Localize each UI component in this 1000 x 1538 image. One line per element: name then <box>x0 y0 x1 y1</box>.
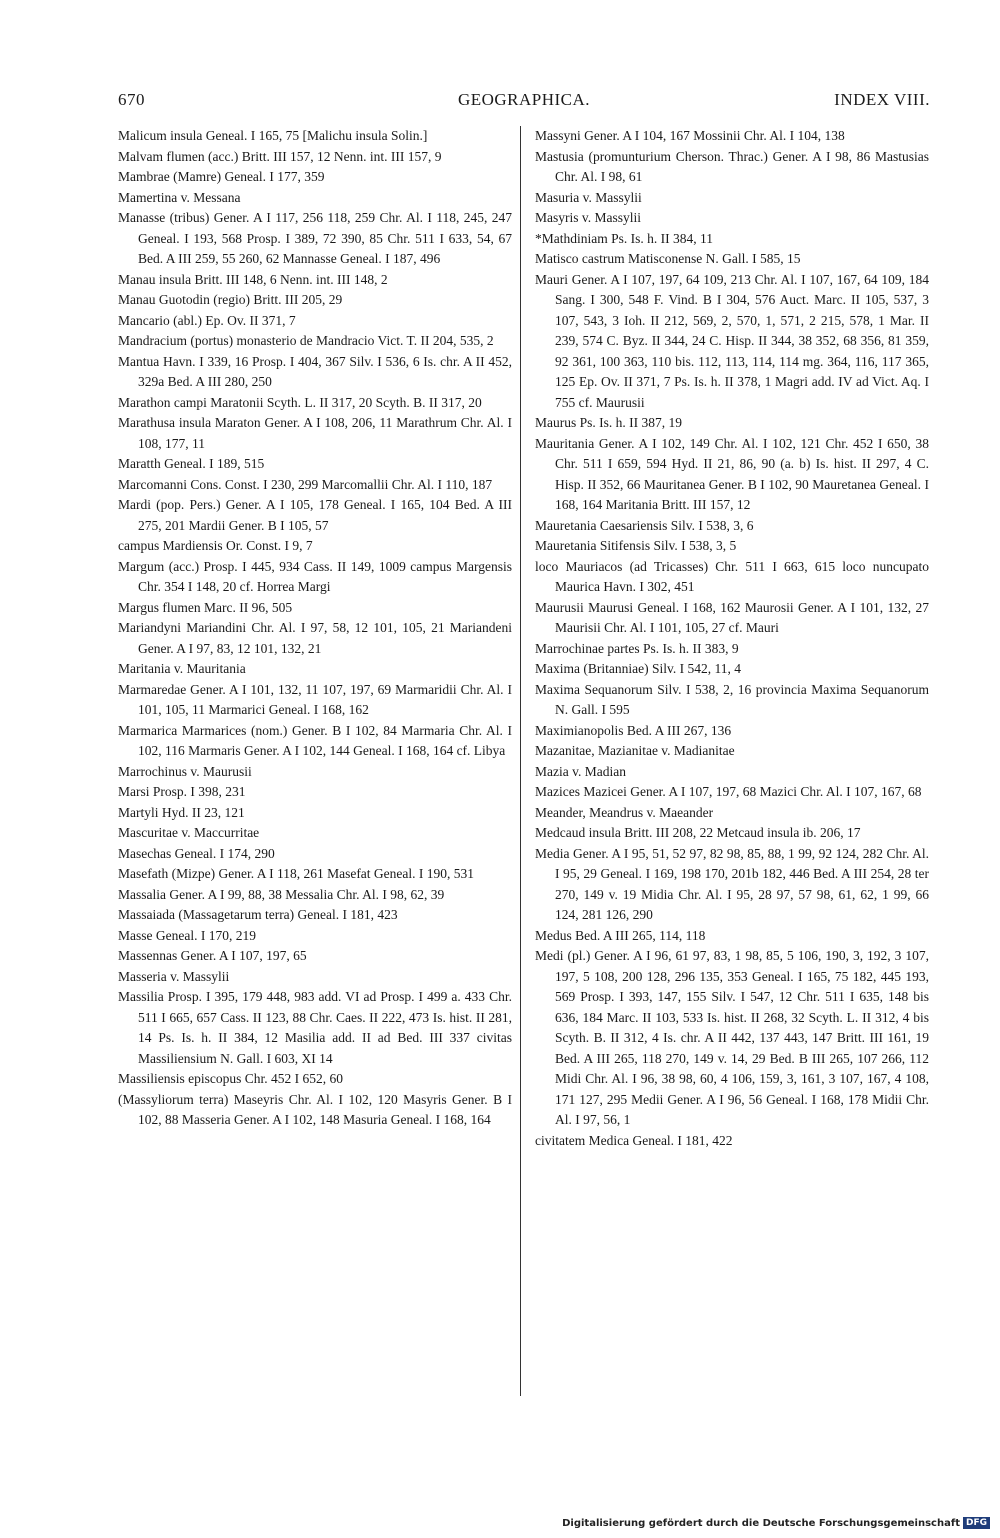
index-entry: Maxima Sequanorum Silv. I 538, 2, 16 provincia Maxima Sequanorum N. Gall. I 595 <box>535 681 929 717</box>
index-entry: Masseria v. Massylii <box>118 968 230 984</box>
index-entry: loco Mauriacos (ad Tricasses) Chr. 511 I 663, 615 loco nuncupato Maurica Havn. I 302, 451 <box>535 558 929 594</box>
index-entry: Margus flumen Marc. II 96, 505 <box>118 599 293 615</box>
index-entry: Mambrae (Mamre) Geneal. I 177, 359 <box>118 169 325 184</box>
index-entry: Mazices Mazicei Gener. A I 107, 197, 68 Mazici Chr. Al. I 107, 167, 68 <box>535 784 922 799</box>
index-entry: Massyni Gener. A I 104, 167 Mossinii Chr. Al. I 104, 138 <box>535 128 845 143</box>
index-entry: Marcomanni Cons. Const. I 230, 299 Marcomallii Chr. Al. I 110, 187 <box>118 476 493 492</box>
index-entry: Mauri Gener. A I 107, 197, 64 109, 213 Chr. Al. I 107, 167, 64 109, 184 Sang. I 300, 548 F. Vind. B I 304, 576 Auct. Marc. II 105, 537, 3 107, 543, 3 Ioh. II 212, 569, 2, 570, 1, 571, 2 215, 578, 1 Mar. II 239, 574 C. Byz. II 344, 24 C. Hisp. II 344, 38 352, 68 356, 81 359, 92 361, 100 363, 110 bis. 112, 113, 114, 114 mg. 364, 116, 117 365, 125 Ep. Ov. II 371, 7 Ps. Is. h. II 378, 1 Magri add. IV ad Vict. Aq. I 755 cf. Maurusii <box>535 271 929 410</box>
index-entry: Media Gener. A I 95, 51, 52 97, 82 98, 85, 88, 1 99, 92 124, 282 Chr. Al. I 95, 29 Geneal. I 169, 198 170, 201b 182, 446 Bed. A III 254, 28 ter 270, 149 v. 19 Midia Chr. Al. I 95, 28 97, 57 98, 61, 62, 1 99, 66 124, 281 126, 290 <box>535 845 929 922</box>
right-column <box>535 126 929 1151</box>
index-entry: Marsi Prosp. I 398, 231 <box>118 784 246 799</box>
index-entry: Maxima (Britanniae) Silv. I 542, 11, 4 <box>535 661 741 676</box>
index-entry: Maritania v. Mauritania <box>118 661 246 676</box>
index-entry: Margum (acc.) Prosp. I 445, 934 Cass. II 149, 1009 campus Margensis Chr. 354 I 148, 20 cf. Horrea Margi <box>118 558 512 594</box>
index-entry: Masechas Geneal. I 174, 290 <box>118 845 275 861</box>
index-entry: Medcaud insula Britt. III 208, 22 Metcaud insula ib. 206, 17 <box>535 825 861 840</box>
index-entry: Maratth Geneal. I 189, 515 <box>118 456 265 471</box>
index-entry: Manasse (tribus) Gener. A I 117, 256 118, 259 Chr. Al. I 118, 245, 247 Geneal. I 193, 568 Prosp. I 389, 72 390, 85 Chr. 511 I 633, 54, 67 Bed. A III 259, 55 260, 62 Mannasse Geneal. I 187, 496 <box>118 210 512 266</box>
index-entry: *Mathdiniam Ps. Is. h. II 384, 11 <box>535 230 713 246</box>
index-entry: Mariandyni Mariandini Chr. Al. I 97, 58, 12 101, 105, 21 Mariandeni Gener. A I 97, 83, 12 101, 132, 21 <box>118 620 512 656</box>
index-entry: Mazanitae, Mazianitae v. Madianitae <box>535 743 735 758</box>
index-entry: Martyli Hyd. II 23, 121 <box>118 804 245 820</box>
index-label: INDEX VIII. <box>834 90 930 109</box>
index-entry: Mardi (pop. Pers.) Gener. A I 105, 178 Geneal. I 165, 104 Bed. A III 275, 201 Mardii Gener. B I 105, 57 <box>118 497 512 533</box>
index-entry: Marathon campi Maratonii Scyth. L. II 317, 20 Scyth. B. II 317, 20 <box>118 394 482 410</box>
index-entry: Mascuritae v. Maccurritae <box>118 825 260 840</box>
index-entry: Massaiada (Massagetarum terra) Geneal. I 181, 423 <box>118 907 398 922</box>
index-entry: Manau Guotodin (regio) Britt. III 205, 29 <box>118 292 343 307</box>
index-entry: Massiliensis episcopus Chr. 452 I 652, 60 <box>118 1071 343 1086</box>
index-entry: Maurusii Maurusi Geneal. I 168, 162 Maurosii Gener. A I 101, 132, 27 Maurisii Chr. Al. I 101, 105, 27 cf. Mauri <box>535 599 929 635</box>
page-header <box>118 90 930 116</box>
index-entry: Mauretania Sitifensis Silv. I 538, 3, 5 <box>535 538 737 553</box>
index-entry: Matisco castrum Matisconense N. Gall. I 585, 15 <box>535 251 801 266</box>
footer-credit <box>562 1516 990 1530</box>
index-entry: Meander, Meandrus v. Maeander <box>535 804 714 820</box>
index-entry: Medi (pl.) Gener. A I 96, 61 97, 83, 1 98, 85, 5 106, 190, 3, 192, 3 107, 197, 5 108, 200 128, 296 135, 353 Geneal. I 165, 75 182, 445 193, 569 Prosp. I 393, 147, 155 Silv. I 547, 12 Chr. 511 I 635, 148 bis 636, 184 Marc. II 103, 533 Is. hist. II 268, 32 Scyth. L. II 312, 4 bis Scyth. B. II 312, 4 Is. chr. A II 442, 137 443, 147 Britt. III 161, 19 Bed. A III 265, 118 270, 149 v. 14, 29 Bed. B III 265, 107 266, 112 Midi Chr. Al. I 96, 38 98, 60, 4 106, 159, 3, 161, 3 107, 167, 4 108, 171 127, 295 Medii Gener. A I 96, 56 Geneal. I 168, 178 Midii Chr. Al. I 97, 56, 1 <box>535 948 929 1127</box>
index-entry: Mancario (abl.) Ep. Ov. II 371, 7 <box>118 312 296 328</box>
index-entry: Medus Bed. A III 265, 114, 118 <box>535 927 706 943</box>
index-entry: Massalia Gener. A I 99, 88, 38 Messalia Chr. Al. I 98, 62, 39 <box>118 886 445 902</box>
index-entry: Malicum insula Geneal. I 165, 75 [Malichu insula Solin.] <box>118 128 428 143</box>
index-entry: Maurus Ps. Is. h. II 387, 19 <box>535 415 682 430</box>
index-entry: Mazia v. Madian <box>535 763 626 779</box>
footer-credit-text: Digitalisierung gefördert durch die Deutsche Forschungsgemeinschaft <box>562 1517 960 1529</box>
index-entry: (Massyliorum terra) Maseyris Chr. Al. I 102, 120 Masyris Gener. B I 102, 88 Masseria Gener. A I 102, 148 Masuria Geneal. I 168, 164 <box>118 1091 512 1127</box>
index-entry: Mauritania Gener. A I 102, 149 Chr. Al. I 102, 121 Chr. 452 I 650, 38 Chr. 511 I 659, 594 Hyd. II 21, 86, 90 (a. b) Is. hist. II 297, 4 C. Hisp. II 352, 66 Mauritanea Gener. B I 102, 90 Mauretanea Geneal. I 168, 164 Maritania Britt. III 157, 12 <box>535 435 929 512</box>
index-entry: Massilia Prosp. I 395, 179 448, 983 add. VI ad Prosp. I 499 a. 433 Chr. 511 I 665, 657 Cass. II 123, 88 Chr. Caes. II 222, 473 Is. hist. II 281, 14 Ps. Is. h. II 384, 12 Masilia add. II ad Bed. III 337 civitas Massiliensium N. Gall. I 603, XI 14 <box>118 989 512 1066</box>
index-entry: Mantua Havn. I 339, 16 Prosp. I 404, 367 Silv. I 536, 6 Is. chr. A II 452, 329a Bed. A III 280, 250 <box>118 353 512 389</box>
dfg-logo: DFG <box>963 1517 990 1529</box>
index-entry: Marrochinus v. Maurusii <box>118 763 252 779</box>
column-divider <box>520 126 521 1396</box>
index-entry: Manau insula Britt. III 148, 6 Nenn. int. III 148, 2 <box>118 271 388 287</box>
index-entry: Masse Geneal. I 170, 219 <box>118 927 256 943</box>
index-entry: Marmaredae Gener. A I 101, 132, 11 107, 197, 69 Marmaridii Chr. Al. I 101, 105, 11 Marmarici Geneal. I 168, 162 <box>118 681 512 717</box>
index-entry: campus Mardiensis Or. Const. I 9, 7 <box>118 538 313 553</box>
left-column <box>118 126 512 1131</box>
page-number: 670 <box>118 90 145 109</box>
index-entry: Marrochinae partes Ps. Is. h. II 383, 9 <box>535 640 739 656</box>
index-entry: Marathusa insula Maraton Gener. A I 108, 206, 11 Marathrum Chr. Al. I 108, 177, 11 <box>118 415 512 451</box>
index-entry: Mamertina v. Messana <box>118 189 241 205</box>
index-entry: Mandracium (portus) monasterio de Mandracio Vict. T. II 204, 535, 2 <box>118 333 494 348</box>
index-entry: Masuria v. Massylii <box>535 189 642 205</box>
index-entry: Masyris v. Massylii <box>535 210 642 225</box>
index-entry: civitatem Medica Geneal. I 181, 422 <box>535 1132 733 1148</box>
index-entry: Masefath (Mizpe) Gener. A I 118, 261 Masefat Geneal. I 190, 531 <box>118 866 475 881</box>
index-entry: Maximianopolis Bed. A III 267, 136 <box>535 722 732 738</box>
index-entry: Malvam flumen (acc.) Britt. III 157, 12 Nenn. int. III 157, 9 <box>118 148 442 164</box>
index-entry: Mastusia (promunturium Cherson. Thrac.) Gener. A I 98, 86 Mastusias Chr. Al. I 98, 61 <box>535 148 929 184</box>
section-title: GEOGRAPHICA. <box>457 90 591 109</box>
index-entry: Massennas Gener. A I 107, 197, 65 <box>118 948 307 963</box>
index-entry: Marmarica Marmarices (nom.) Gener. B I 102, 84 Marmaria Chr. Al. I 102, 116 Marmaris Gener. A I 102, 144 Geneal. I 168, 164 cf. Libya <box>118 722 512 758</box>
index-entry: Mauretania Caesariensis Silv. I 538, 3, 6 <box>535 517 754 533</box>
